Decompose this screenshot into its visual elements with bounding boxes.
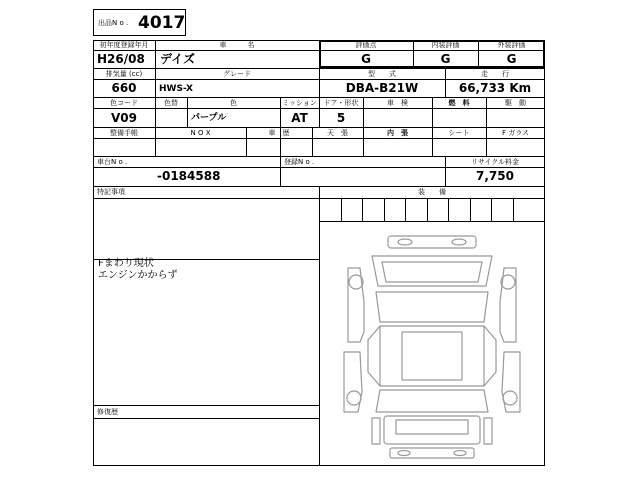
grade-label: グレード <box>223 70 251 78</box>
equipment-label: 装 備 <box>418 188 446 196</box>
registration-label: 初年度登録年月 <box>99 41 149 49</box>
score-label: 評価点 <box>355 41 377 49</box>
divider <box>93 167 545 168</box>
front-right-wheel-shape <box>501 275 515 289</box>
registration-value: H26/08 <box>97 52 145 66</box>
remarks-label: 特記事項 <box>97 188 125 196</box>
transmission-value: AT <box>291 111 308 125</box>
grade-value: HWS-X <box>159 84 193 94</box>
door-label: ドア・形状 <box>323 99 359 107</box>
glass-label: F ガラス <box>501 129 530 137</box>
seat-label: シート <box>448 129 470 137</box>
divider <box>93 405 319 406</box>
rear-light-right-shape <box>484 418 492 444</box>
color-code-label: 色コード <box>110 99 138 107</box>
divider <box>280 156 281 186</box>
inspection-label: 車 検 <box>387 99 408 107</box>
repair-history-label: 修復歴 <box>97 408 118 416</box>
color-label: 色 <box>230 99 237 107</box>
color-code-value: V09 <box>111 111 137 125</box>
rear-glass-shape <box>396 420 468 434</box>
front-bumper-shape <box>388 236 476 248</box>
equipment-cell-divider <box>341 199 342 221</box>
equipment-cell-divider <box>405 199 406 221</box>
rear-reflector-right-shape <box>454 451 466 456</box>
remark-line: エンジンかからず <box>98 270 178 281</box>
maintenance-label: 整備手帳 <box>110 129 138 137</box>
interior-eval-value: G <box>440 52 451 66</box>
exterior-eval-label: 外装評価 <box>497 41 526 49</box>
remark-line: Fまわり現状 <box>98 258 154 269</box>
windshield-shape <box>376 292 488 322</box>
nox-label: N O X <box>190 129 211 137</box>
divider <box>93 138 545 139</box>
left-fender-shape <box>348 268 364 342</box>
drive-label: 駆 動 <box>505 99 526 107</box>
score-value: G <box>361 52 371 66</box>
right-fender-shape <box>500 268 516 342</box>
right-pillar-shape <box>484 326 496 386</box>
headlight-left-shape <box>398 239 412 245</box>
rear-window-shape <box>376 390 488 412</box>
fuel-label: 燃 料 <box>448 99 470 107</box>
door-value: 5 <box>336 111 346 125</box>
rear-reflector-left-shape <box>398 451 410 456</box>
model-label: 型 式 <box>368 70 396 78</box>
car-diagram <box>320 222 544 465</box>
equipment-cell-divider <box>427 199 428 221</box>
transmission-label: ミッション <box>282 99 317 107</box>
equipment-cell-divider <box>448 199 449 221</box>
roof-label: 天 張 <box>327 129 348 137</box>
interior-trim-label: 内 張 <box>387 129 408 137</box>
headlight-right-shape <box>452 239 466 245</box>
cabin-shape <box>380 326 484 386</box>
registration-no-label: 登録N o . <box>284 158 315 166</box>
displacement-value: 660 <box>111 81 137 95</box>
mileage-label: 走 行 <box>481 70 509 78</box>
lot-number-box <box>93 9 186 36</box>
lot-number-label: 出品N o . <box>98 19 129 27</box>
car-name-value: デイズ <box>160 52 196 66</box>
lot-number-value: 4017 <box>138 13 186 33</box>
divider <box>93 198 545 199</box>
mileage-value: 66,733 Km <box>458 81 532 95</box>
roof-shape <box>402 332 462 380</box>
rear-bumper-shape <box>390 448 474 458</box>
front-left-wheel-shape <box>349 275 363 289</box>
color-value: パープル <box>191 113 227 123</box>
displacement-label: 排気量 (cc) <box>105 70 143 78</box>
left-pillar-shape <box>368 326 380 386</box>
rear-right-wheel-shape <box>503 391 517 405</box>
interior-eval-label: 内装評価 <box>431 41 460 49</box>
car-name-label: 車 名 <box>219 41 255 49</box>
color-change-label: 色替 <box>164 99 178 107</box>
equipment-cell-divider <box>491 199 492 221</box>
divider <box>93 156 545 157</box>
divider <box>93 418 319 419</box>
recycle-fee-label: リサイクル料金 <box>470 158 520 166</box>
equipment-cell-divider <box>513 199 514 221</box>
recycle-fee-value: 7,750 <box>476 169 514 183</box>
hood-inner-shape <box>382 262 482 282</box>
exterior-eval-value: G <box>506 52 517 66</box>
chassis-value: -0184588 <box>157 169 221 183</box>
equipment-cell-divider <box>470 199 471 221</box>
equipment-cell-divider <box>384 199 385 221</box>
divider <box>93 127 545 128</box>
history-label: 車 歴 <box>268 129 290 137</box>
chassis-label: 車台N o . <box>97 158 128 166</box>
rear-light-left-shape <box>372 418 380 444</box>
rear-left-wheel-shape <box>347 391 361 405</box>
equipment-cell-divider <box>362 199 363 221</box>
model-value: DBA-B21W <box>345 81 419 95</box>
